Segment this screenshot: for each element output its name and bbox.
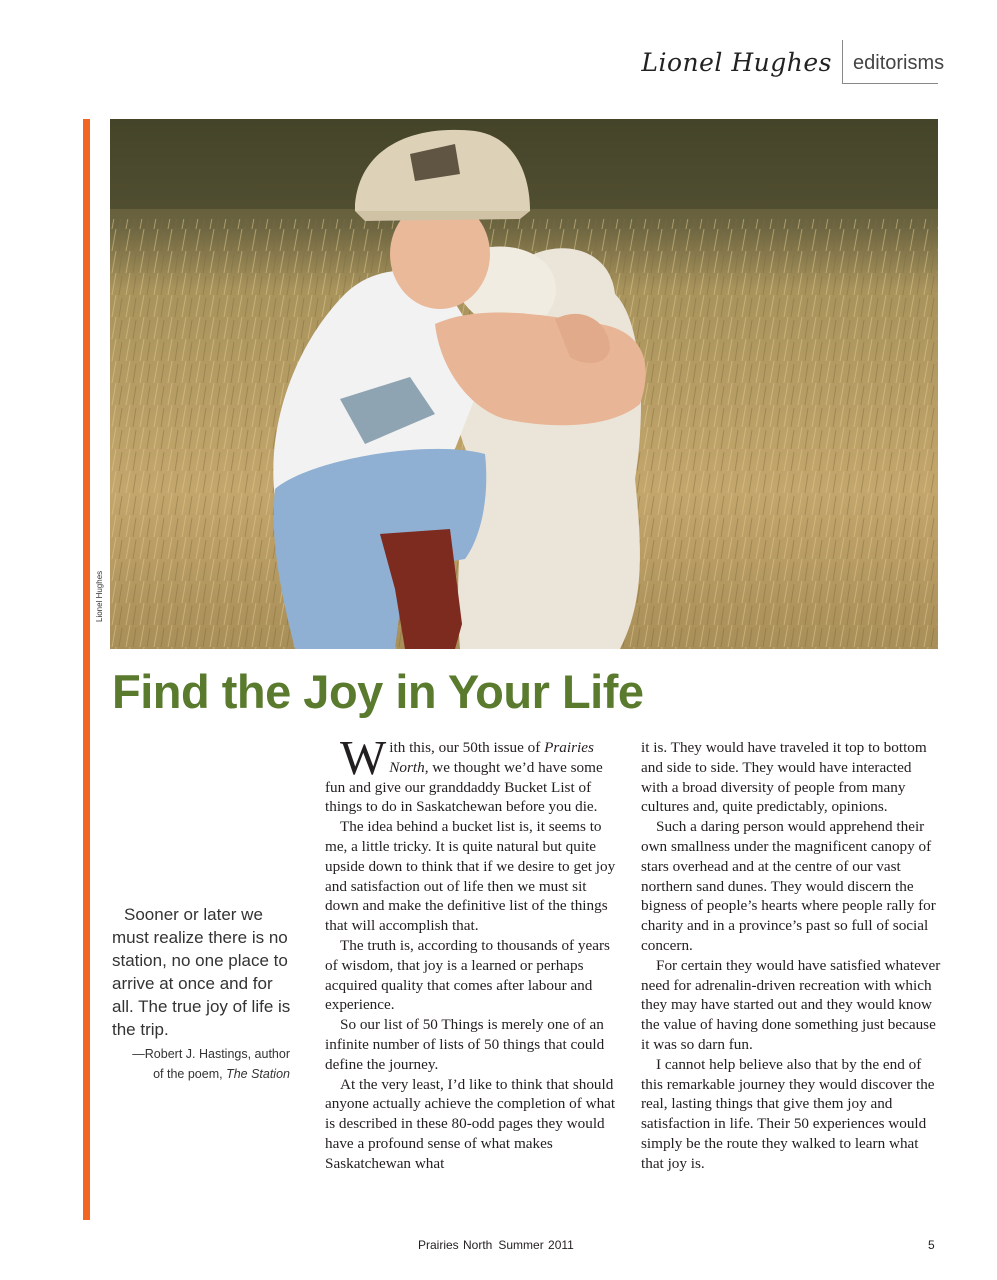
body-paragraph: At the very least, I’d like to think that should anyone actually achieve the completion of what is described in these 80-odd pages they would have a profound sense of what makes Saskatchewan what bbox=[325, 1075, 616, 1172]
body-paragraph: So our list of 50 Things is merely one of an infinite number of lists of 50 things that could define the journey. bbox=[325, 1016, 605, 1073]
pull-quote bbox=[112, 903, 294, 1084]
footer-publication bbox=[418, 1238, 574, 1252]
attribution-author: —Robert J. Hastings, author bbox=[132, 1047, 290, 1061]
opening-paragraph bbox=[325, 730, 623, 817]
pull-quote-text: Sooner or later we must realize there is no station, no one place to arrive at once and for all. The true joy of life is the trip. bbox=[112, 905, 291, 1039]
orange-accent-bar bbox=[83, 119, 90, 1220]
article-headline: Find the Joy in Your Life bbox=[112, 665, 644, 718]
attribution-prefix: of the poem, bbox=[153, 1067, 227, 1081]
magazine-title: Prairies North bbox=[389, 739, 594, 776]
opening-text-start: ith this, our 50th issue of bbox=[389, 739, 545, 756]
publication-name: Prairies North bbox=[418, 1238, 493, 1252]
page-header bbox=[640, 40, 945, 86]
header-divider bbox=[842, 40, 843, 84]
page-number: 5 bbox=[928, 1238, 935, 1252]
issue-date: Summer 2011 bbox=[498, 1238, 574, 1252]
body-paragraph: The truth is, according to thousands of years of wisdom, that joy is a learned or perhaps acquired quality that comes after labour and experience. bbox=[325, 936, 610, 1014]
drop-cap: W bbox=[340, 730, 387, 785]
author-signature: Lionel Hughes bbox=[641, 48, 832, 77]
section-name: editorisms bbox=[853, 52, 945, 74]
article-column-1 bbox=[325, 730, 623, 1174]
pull-quote-attribution bbox=[112, 1044, 294, 1084]
body-paragraph: The idea behind a bucket list is, it seems to me, a little tricky. It is quite natural but quite upside down to think that if we desire to get joy and satisfaction out of life then we must sit down and make the definitive list of the things that will accomplish that. bbox=[325, 818, 616, 935]
body-paragraph: I cannot help believe also that by the end of this remarkable journey they would discover the real, lasting things that give them joy and satisfaction in life. Their 50 experiences would simply be the route they walked to learn what that joy is. bbox=[641, 1055, 935, 1172]
article-column-2 bbox=[641, 738, 941, 1174]
hero-photo bbox=[110, 119, 938, 649]
attribution-poem-title: The Station bbox=[226, 1067, 290, 1081]
opening-text-end: , we thought we’d have some fun and give our granddaddy Bucket List of things to do in Saskatchewan before you die. bbox=[325, 758, 603, 816]
photo-credit: Lionel Hughes bbox=[95, 570, 104, 622]
body-paragraph: For certain they would have satisfied whatever need for adrenalin-driven recreation with which they may have started out and they would know the value of having done something just because it was so darn fun. bbox=[641, 956, 941, 1053]
header-underline bbox=[842, 83, 938, 84]
continued-paragraph: it is. They would have traveled it top to bottom and side to side. They would have interacted with a broad diversity of people from many cultures and, quite predictably, opinions. bbox=[641, 739, 927, 816]
photo-boy-hugging-dog bbox=[110, 119, 938, 649]
body-paragraph: Such a daring person would apprehend their own smallness under the magnificent canopy of stars overhead and at the centre of our vast northern sand dunes. They would discern the bigness of people’s hearts where people rally for charity and in a province’s past so full of social concern. bbox=[641, 818, 936, 954]
